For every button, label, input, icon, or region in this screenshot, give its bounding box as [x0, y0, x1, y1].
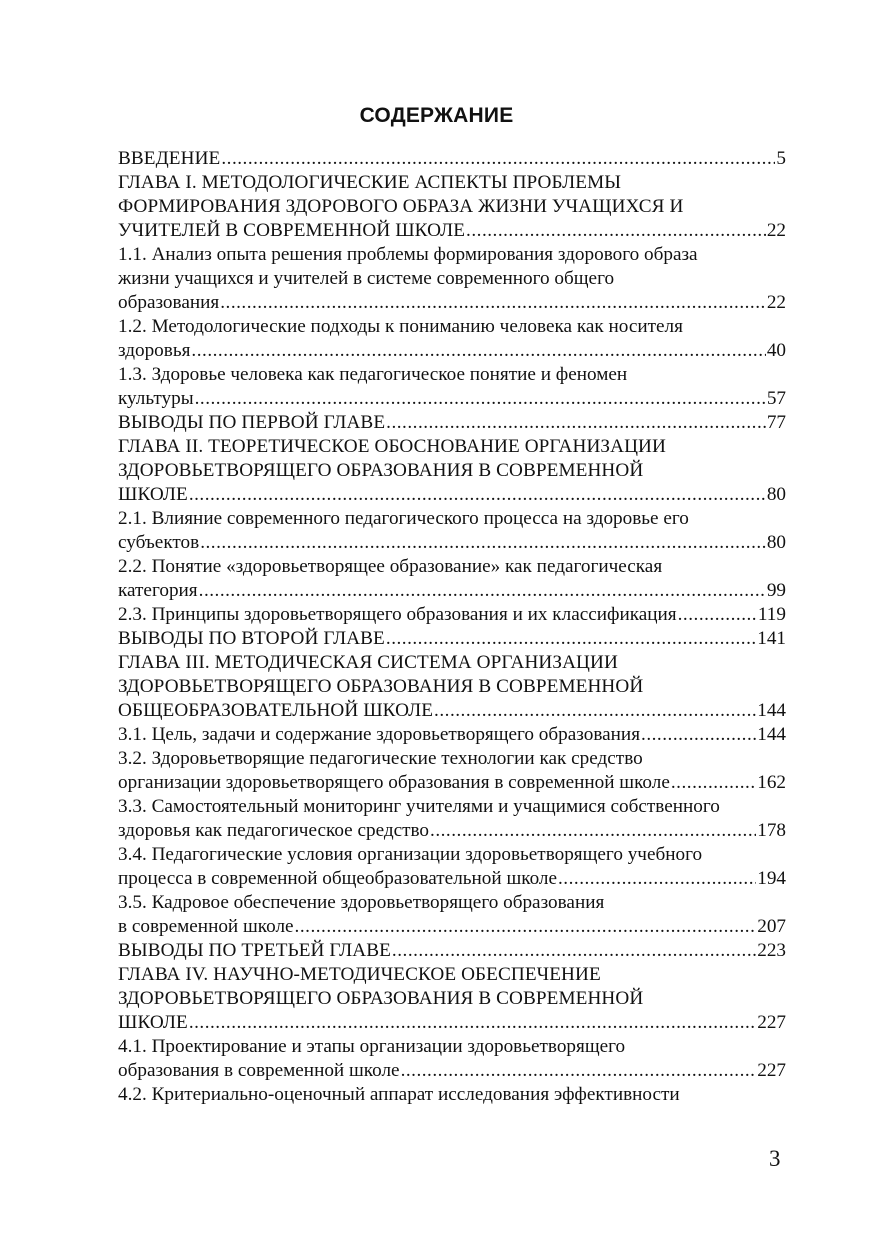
toc-entry-text: 1.2. Методологические подходы к пониманию человека как носителя [118, 316, 683, 337]
toc-page-number: 99 [766, 580, 786, 601]
toc-page-number: 194 [757, 868, 786, 889]
toc-dot-leader [195, 387, 766, 411]
toc-page-number: 22 [766, 220, 786, 241]
toc-entry-text: жизни учащихся и учителей в системе современного общего [118, 268, 615, 289]
toc-dot-leader [392, 939, 756, 963]
toc-page-number: 5 [776, 148, 786, 169]
toc-dot-leader [558, 867, 756, 891]
toc-section-entry[interactable] [118, 363, 786, 411]
toc-dot-leader [430, 819, 756, 843]
toc-dot-leader [466, 219, 766, 243]
toc-section-entry[interactable] [118, 843, 786, 891]
toc-section-entry[interactable] [118, 1035, 786, 1083]
toc-entry-text: ШКОЛЕ [118, 1012, 188, 1033]
toc-dot-leader [189, 1011, 756, 1035]
toc-entry-text: 3.1. Цель, задачи и содержание здоровьетворящего образования [118, 724, 641, 745]
toc-chapter-entry[interactable] [118, 411, 786, 435]
toc-entry-text: ВЫВОДЫ ПО ТРЕТЬЕЙ ГЛАВЕ [118, 940, 391, 961]
toc-dot-leader [200, 531, 766, 555]
toc-entry-text: в современной школе [118, 916, 294, 937]
toc-page-number: 223 [757, 940, 786, 961]
toc-entry-text: ГЛАВА IV. НАУЧНО-МЕТОДИЧЕСКОЕ ОБЕСПЕЧЕНИЕ [118, 964, 601, 985]
toc-dot-leader [220, 291, 766, 315]
toc-entry-text: организации здоровьетворящего образования в современной школе [118, 772, 670, 793]
page-number: 3 [769, 1146, 781, 1171]
toc-entry-text: образования в современной школе [118, 1060, 400, 1081]
toc-dot-leader [434, 699, 756, 723]
toc-page-number: 77 [766, 412, 786, 433]
toc-chapter-entry[interactable] [118, 651, 786, 723]
toc-entry-text: культуры [118, 388, 194, 409]
toc-entry-text: 1.1. Анализ опыта решения проблемы формирования здорового образа [118, 244, 698, 265]
toc-entry-text: здоровья [118, 340, 191, 361]
toc-page-number: 80 [766, 532, 786, 553]
toc-section-entry[interactable] [118, 723, 786, 747]
toc-section-entry[interactable] [118, 747, 786, 795]
toc-entry-text: здоровья как педагогическое средство [118, 820, 430, 841]
toc-entry-text: 3.5. Кадровое обеспечение здоровьетворящего образования [118, 892, 605, 913]
toc-page-number: 57 [766, 388, 786, 409]
toc-dot-leader [641, 723, 756, 747]
toc-chapter-entry[interactable] [118, 939, 786, 963]
toc-page-number: 227 [757, 1012, 786, 1033]
toc-page-number: 144 [757, 700, 786, 721]
toc-entry-text: ВВЕДЕНИЕ [118, 148, 221, 169]
toc-page-number: 207 [757, 916, 786, 937]
toc-entry-text: ВЫВОДЫ ПО ПЕРВОЙ ГЛАВЕ [118, 412, 386, 433]
toc-entry-text: ГЛАВА III. МЕТОДИЧЕСКАЯ СИСТЕМА ОРГАНИЗАЦИИ [118, 652, 618, 673]
toc-entry-text: ЗДОРОВЬЕТВОРЯЩЕГО ОБРАЗОВАНИЯ В СОВРЕМЕННОЙ [118, 988, 644, 1009]
toc-entry-text: УЧИТЕЛЕЙ В СОВРЕМЕННОЙ ШКОЛЕ [118, 220, 466, 241]
toc-page-number: 141 [757, 628, 786, 649]
toc-dot-leader [295, 915, 757, 939]
toc-entry-text: 2.2. Понятие «здоровьетворящее образование» как педагогическая [118, 556, 663, 577]
table-of-contents [118, 147, 786, 1107]
toc-page-number: 162 [757, 772, 786, 793]
toc-chapter-entry[interactable] [118, 435, 786, 507]
toc-dot-leader [671, 771, 756, 795]
toc-page-number: 80 [766, 484, 786, 505]
toc-entry-text: 4.2. Критериально-оценочный аппарат исследования эффективности [118, 1084, 680, 1105]
toc-entry-text: 3.2. Здоровьетворящие педагогические технологии как средство [118, 748, 643, 769]
toc-page-number: 119 [757, 604, 786, 625]
toc-page-number: 22 [766, 292, 786, 313]
toc-dot-leader [386, 411, 766, 435]
toc-entry-text: процесса в современной общеобразовательной школе [118, 868, 557, 889]
toc-page-number: 40 [766, 340, 786, 361]
toc-section-entry[interactable] [118, 1083, 786, 1107]
toc-section-entry[interactable] [118, 891, 786, 939]
toc-section-entry[interactable] [118, 507, 786, 555]
toc-entry-text: 4.1. Проектирование и этапы организации здоровьетворящего [118, 1036, 626, 1057]
toc-entry-text: ГЛАВА I. МЕТОДОЛОГИЧЕСКИЕ АСПЕКТЫ ПРОБЛЕМЫ [118, 172, 622, 193]
toc-dot-leader [199, 579, 766, 603]
toc-entry-text: ШКОЛЕ [118, 484, 188, 505]
toc-entry-text: субъектов [118, 532, 200, 553]
toc-dot-leader [678, 603, 757, 627]
toc-chapter-entry[interactable] [118, 627, 786, 651]
toc-section-entry[interactable] [118, 243, 786, 315]
toc-chapter-entry[interactable] [118, 147, 786, 171]
toc-page-number: 227 [757, 1060, 786, 1081]
toc-page-number: 178 [757, 820, 786, 841]
toc-entry-text: образования [118, 292, 220, 313]
toc-section-entry[interactable] [118, 555, 786, 603]
toc-chapter-entry[interactable] [118, 171, 786, 243]
toc-chapter-entry[interactable] [118, 963, 786, 1035]
toc-entry-text: 3.4. Педагогические условия организации здоровьетворящего учебного [118, 844, 703, 865]
toc-section-entry[interactable] [118, 315, 786, 363]
toc-entry-text: 1.3. Здоровье человека как педагогическое понятие и феномен [118, 364, 628, 385]
toc-page-number: 144 [757, 724, 786, 745]
toc-section-entry[interactable] [118, 603, 786, 627]
toc-entry-text: 3.3. Самостоятельный мониторинг учителями и учащимися собственного [118, 796, 720, 817]
toc-dot-leader [386, 627, 756, 651]
toc-entry-text: 2.1. Влияние современного педагогического процесса на здоровье его [118, 508, 689, 529]
page-title: СОДЕРЖАНИЕ [359, 104, 514, 127]
toc-entry-text: ГЛАВА II. ТЕОРЕТИЧЕСКОЕ ОБОСНОВАНИЕ ОРГАНИЗАЦИИ [118, 436, 666, 457]
toc-dot-leader [189, 483, 766, 507]
toc-entry-text: 2.3. Принципы здоровьетворящего образования и их классификация [118, 604, 677, 625]
toc-entry-text: ЗДОРОВЬЕТВОРЯЩЕГО ОБРАЗОВАНИЯ В СОВРЕМЕННОЙ [118, 460, 644, 481]
toc-dot-leader [191, 339, 765, 363]
toc-entry-text: ОБЩЕОБРАЗОВАТЕЛЬНОЙ ШКОЛЕ [118, 700, 434, 721]
toc-dot-leader [401, 1059, 757, 1083]
toc-entry-text: ВЫВОДЫ ПО ВТОРОЙ ГЛАВЕ [118, 628, 385, 649]
toc-dot-leader [221, 147, 775, 171]
toc-entry-text: ЗДОРОВЬЕТВОРЯЩЕГО ОБРАЗОВАНИЯ В СОВРЕМЕННОЙ [118, 676, 644, 697]
toc-entry-text: ФОРМИРОВАНИЯ ЗДОРОВОГО ОБРАЗА ЖИЗНИ УЧАЩИХСЯ И [118, 196, 684, 217]
toc-entry-text: категория [118, 580, 198, 601]
toc-section-entry[interactable] [118, 795, 786, 843]
